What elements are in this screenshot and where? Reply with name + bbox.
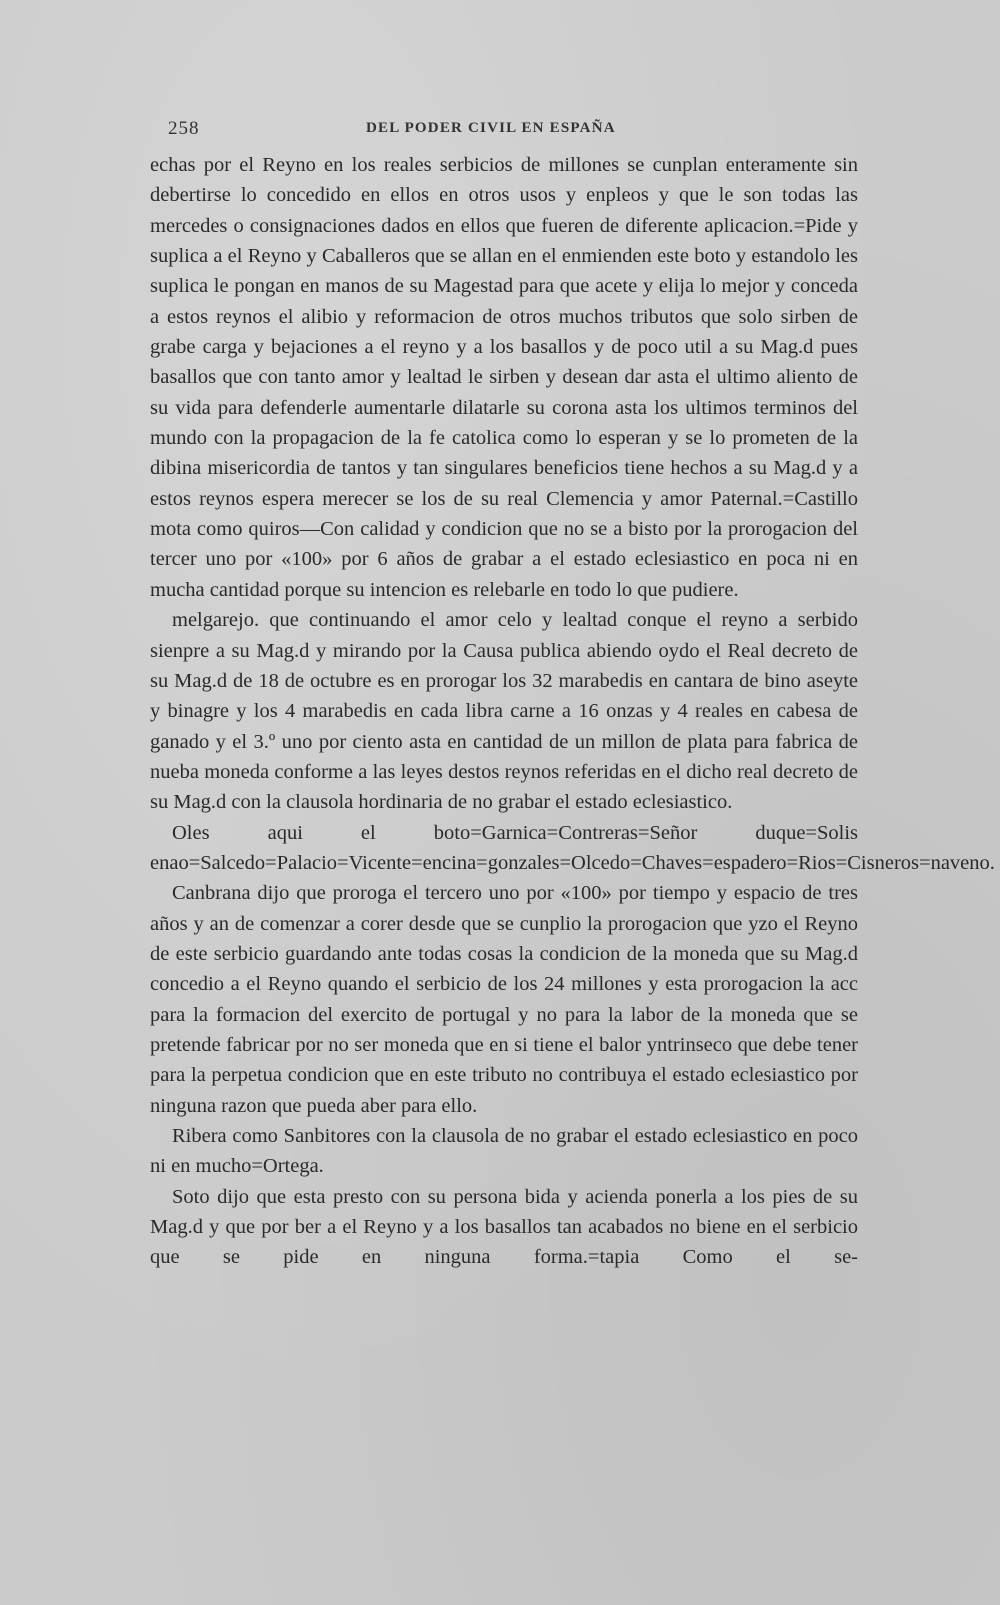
paragraph: Soto dijo que esta presto con su persona bida y acienda ponerla a los pies de su Mag.d y que por ber a el Reyno y a los basallos tan acabados no biene en el serbicio que se pide en ninguna forma.=tapia Como el se- <box>150 1185 858 1269</box>
paragraph: echas por el Reyno en los reales serbicios de millones se cunplan enteramente sin debertirse lo concedido en ellos en otros usos y enpleos y que le son todas las mercedes o consignaciones dados en ellos que fueren de diferente aplicacion.=Pide y suplica a el Reyno y Caballeros que se allan en el enmienden este boto y estandolo les suplica le pongan en manos de su Magestad para que acete y elija lo mejor y conceda a estos reynos el alibio y reformacion de otros muchos tributos que solo sirben de grabe carga y bejaciones a el reyno y a los basallos y de poco util a su Mag.d pues basallos que con tanto amor y lealtad le sirben y desean dar asta el ultimo aliento de su vida para defenderle aumentarle dilatarle su corona asta los ultimos terminos del mundo con la propagacion de la fe catolica como lo esperan y se lo prometen de la dibina misericordia de tantos y tan singulares beneficios tiene hechos a su Mag.d y a estos reynos espera merecer se los de su real Clemencia y amor Paternal.=Castillo mota como quiros—Con calidad y condicion que no se a bisto por la prorogacion del tercer uno por «100» por 6 años de grabar a el estado eclesiastico en poca ni en mucha cantidad porque su intencion es relebarle en todo lo que pudiere. <box>150 154 858 601</box>
page-header <box>148 118 860 144</box>
body-text <box>150 150 995 1273</box>
paragraph: melgarejo. que continuando el amor celo y lealtad conque el reyno a serbido sienpre a su Mag.d y mirando por la Causa publica abiendo oydo el Real decreto de su Mag.d de 18 de octubre es en prorogar los 32 marabedis en cantara de bino aseyte y binagre y los 4 marabedis en cada libra carne a 16 onzas y 4 reales en cabesa de ganado y el 3.º uno por ciento asta en cantidad de un millon de plata para fabrica de nueba moneda conforme a las leyes destos reynos referidas en el dicho real decreto de su Mag.d con la clausola hordinaria de no grabar el estado eclesiastico. <box>150 609 858 814</box>
paragraph: Oles aqui el boto=Garnica=Contreras=Señor duque=Solis enao=Salcedo=Palacio=Vicente=encina=gonzales=Olcedo=Chaves=espadero=Rios=Cisneros=naveno. <box>150 821 995 874</box>
running-title: DEL PODER CIVIL EN ESPAÑA <box>366 120 616 136</box>
paragraph: Ribera como Sanbitores con la clausola de no grabar el estado eclesiastico en poco ni en mucho=Ortega. <box>150 1125 858 1178</box>
paragraph: Canbrana dijo que proroga el tercero uno por «100» por tiempo y espacio de tres años y an de comenzar a corer desde que se cunplio la prorogacion que yzo el Reyno de este serbicio guardando ante todas cosas la condicion de la moneda que su Mag.d concedio a el Reyno quando el serbicio de los 24 millones y esta prorogacion la acc para la formacion del exercito de portugal y no para la labor de la moneda que se pretende fabricar por no ser moneda que en si tiene el balor yntrinseco que debe tener para la perpetua condicion que en este tributo no contribuya el estado eclesiastico por ninguna razon que pueda aber para ello. <box>150 882 858 1117</box>
page-number: 258 <box>168 118 200 139</box>
